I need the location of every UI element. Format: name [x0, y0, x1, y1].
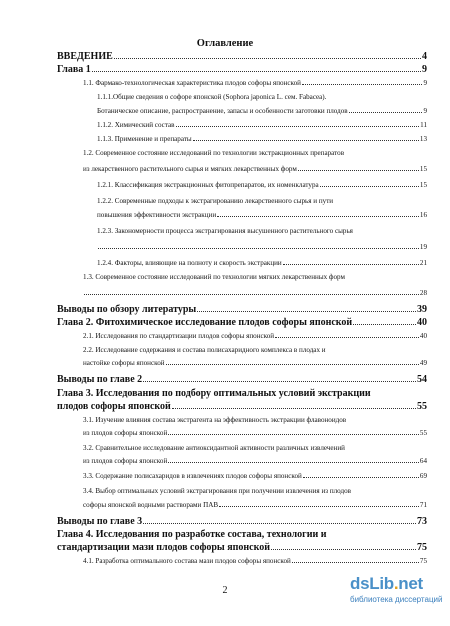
toc-entry — [57, 317, 427, 329]
toc-entry-text: 1.2.3. Закономерности процесса экстрагирования высушенного растительного сырья — [97, 227, 353, 235]
toc-entry-page: 64 — [419, 457, 427, 465]
toc-entry-text: Глава 2. Фитохимическое исследование плодов софоры японской — [57, 317, 353, 328]
toc-entry-page: 16 — [419, 211, 427, 219]
toc-entry — [57, 529, 427, 541]
toc-entry — [97, 209, 427, 221]
toc-entry — [83, 414, 427, 426]
toc-entry — [57, 516, 427, 528]
toc-leader-dots — [219, 505, 419, 507]
toc-entry-page: 75 — [417, 542, 427, 553]
toc-entry-text: 2.2. Исследование содержания и состава полисахаридного комплекса в плодах и — [83, 346, 326, 354]
toc-entry-page: 71 — [419, 501, 427, 509]
toc-entry-page: 73 — [417, 516, 427, 527]
toc-entry — [57, 64, 427, 76]
toc-entry — [57, 374, 427, 386]
toc-entry-page: 4 — [422, 51, 427, 62]
toc-entry-text: 1.1.2. Химический состав — [97, 121, 175, 129]
toc-entry — [83, 442, 427, 454]
toc-entry-text: 3.4. Выбор оптимальных условий экстрагирования при получении извлечения из плодов — [83, 487, 352, 495]
toc-leader-dots — [353, 323, 416, 325]
toc-entry-text: ВВЕДЕНИЕ — [57, 51, 113, 62]
toc-entry-page: 55 — [419, 429, 427, 437]
toc-entry-page: 9 — [423, 79, 427, 87]
toc-entry-text: Выводы по главе 3 — [57, 516, 143, 527]
toc-leader-dots — [271, 548, 416, 550]
watermark — [350, 574, 443, 610]
toc-entry — [97, 195, 427, 207]
toc-entry-text: 1.1. Фармако-технологическая характеристика плодов софоры японской — [83, 79, 301, 87]
toc-entry-text: Глава 1 — [57, 64, 91, 75]
toc-leader-dots — [349, 111, 423, 113]
toc-entry — [97, 105, 427, 117]
toc-entry-text: Глава 4. Исследования по разработке состава, технологии и — [57, 529, 327, 540]
toc-entry-text: из плодов софоры японской — [83, 457, 168, 465]
watermark-subtitle: библиотека диссертаций — [350, 595, 443, 604]
toc-leader-dots — [143, 522, 416, 524]
toc-leader-dots — [193, 139, 419, 141]
watermark-logo: dsLib.net — [350, 574, 423, 593]
toc-entry — [97, 225, 427, 237]
toc-leader-dots — [303, 476, 419, 478]
toc-entry — [57, 388, 427, 400]
toc-entry — [83, 287, 427, 299]
toc-leader-dots — [176, 125, 420, 127]
toc-entry-page: 40 — [419, 332, 427, 340]
toc-entry-text: Ботаническое описание, распространение, запасы и особенности заготовки плодов — [97, 107, 348, 115]
toc-entry — [97, 241, 427, 253]
toc-entry — [83, 427, 427, 439]
toc-entry-text: софоры японской водными растворами ПАВ — [83, 501, 219, 509]
toc-entry — [97, 91, 427, 103]
toc-entry-text: 3.3. Содержание полисахаридов в извлечениях плодов софоры японской — [83, 472, 302, 480]
toc-leader-dots — [292, 561, 419, 563]
toc-entry-text: 1.2.2. Современные подходы к экстрагированию лекарственного сырья и пути — [97, 197, 334, 205]
toc-entry-text: 1.1.3. Применение и препараты — [97, 135, 192, 143]
toc-entry-text: 4.1. Разработка оптимального состава мази плодов софоры японской — [83, 557, 291, 565]
toc-entry-page: 49 — [419, 359, 427, 367]
toc-entry — [83, 163, 427, 175]
toc-leader-dots — [275, 336, 419, 338]
toc-entry-text: 3.2. Сравнительное исследование антиоксидантной активности различных извлечений — [83, 444, 345, 452]
toc-leader-dots — [172, 407, 416, 409]
toc-entry — [57, 542, 427, 554]
toc-entry — [83, 147, 427, 159]
toc-entry-text: 1.2.1. Классификация экстракционных фитопрепаратов, их номенклатура — [97, 181, 319, 189]
toc-leader-dots — [92, 70, 421, 72]
toc-entry-page: 19 — [419, 243, 427, 251]
toc-leader-dots — [320, 185, 419, 187]
toc-entry-page: 9 — [423, 107, 427, 115]
toc-entry — [97, 119, 427, 131]
toc-entry — [97, 179, 427, 191]
toc-leader-dots — [217, 215, 419, 217]
toc-entry-page: 40 — [417, 317, 427, 328]
toc-entry-page: 15 — [419, 165, 427, 173]
toc-entry — [83, 499, 427, 511]
toc-entry — [83, 357, 427, 369]
toc-leader-dots — [143, 380, 416, 382]
toc-leader-dots — [114, 57, 421, 59]
toc-leader-dots — [298, 169, 419, 171]
toc-leader-dots — [98, 247, 419, 249]
toc-entry-text: 1.3. Современное состояние исследований по технологии мягких лекарственных форм — [83, 273, 345, 281]
toc-entry — [83, 77, 427, 89]
toc-entry-text: 3.1. Изучение влияния состава экстрагента на эффективность экстракции флавоноидов — [83, 416, 347, 424]
toc-leader-dots — [302, 83, 423, 85]
toc-entry — [97, 133, 427, 145]
toc-leader-dots — [168, 461, 419, 463]
toc-entry-page: 21 — [419, 259, 427, 267]
toc-entry-page: 39 — [417, 304, 427, 315]
toc-entry — [83, 271, 427, 283]
toc-entry-text: 1.2. Современное состояние исследований по технологии экстракционных препаратов — [83, 149, 345, 157]
toc-entry — [83, 485, 427, 497]
toc-leader-dots — [84, 293, 419, 295]
toc-entry-text: настойке софоры японской — [83, 359, 165, 367]
toc-entry-text: Глава 3. Исследования по подбору оптимальных условий экстракции — [57, 388, 371, 399]
toc-entry-text: из плодов софоры японской — [83, 429, 168, 437]
toc-entry-text: 1.1.1.Общие сведения о софоре японской (Sophora japonica L. сем. Fabacea). — [97, 93, 327, 101]
toc-entry-page: 15 — [419, 181, 427, 189]
toc-entry-page: 11 — [420, 121, 427, 129]
toc-entry-text: 2.1. Исследования по стандартизации плодов софоры японской — [83, 332, 275, 340]
toc-leader-dots — [168, 433, 419, 435]
toc-entry-page: 75 — [419, 557, 427, 565]
toc-entry — [57, 304, 427, 316]
toc-entry — [97, 257, 427, 269]
toc-entry-text: Выводы по главе 2 — [57, 374, 143, 385]
page-number: 2 — [222, 585, 228, 596]
toc-entry — [83, 330, 427, 342]
toc-entry — [83, 344, 427, 356]
toc-entry-page: 69 — [419, 472, 427, 480]
toc-entry-page: 13 — [419, 135, 427, 143]
toc-entry-page: 28 — [419, 289, 427, 297]
toc-entry-text: Выводы по обзору литературы — [57, 304, 197, 315]
toc-leader-dots — [166, 363, 419, 365]
toc-leader-dots — [197, 310, 416, 312]
toc-entry — [57, 51, 427, 63]
toc-entry-text: стандартизации мази плодов софоры японской — [57, 542, 271, 553]
toc-entry-page: 9 — [422, 64, 427, 75]
toc-leader-dots — [283, 263, 419, 265]
toc-entry-page: 55 — [417, 401, 427, 412]
toc-entry-text: плодов софоры японской — [57, 401, 171, 412]
toc-entry-page: 54 — [417, 374, 427, 385]
toc-entry — [57, 401, 427, 413]
toc-entry — [83, 470, 427, 482]
toc-entry-text: 1.2.4. Факторы, влияющие на полноту и скорость экстракции — [97, 259, 282, 267]
toc-entry — [83, 455, 427, 467]
toc-entry — [83, 555, 427, 567]
toc-entry-text: повышения эффективности экстракции — [97, 211, 217, 219]
page-title: Оглавление — [196, 38, 254, 49]
toc-entry-text: из лекарственного растительного сырья и мягких лекарственных форм — [83, 165, 297, 173]
